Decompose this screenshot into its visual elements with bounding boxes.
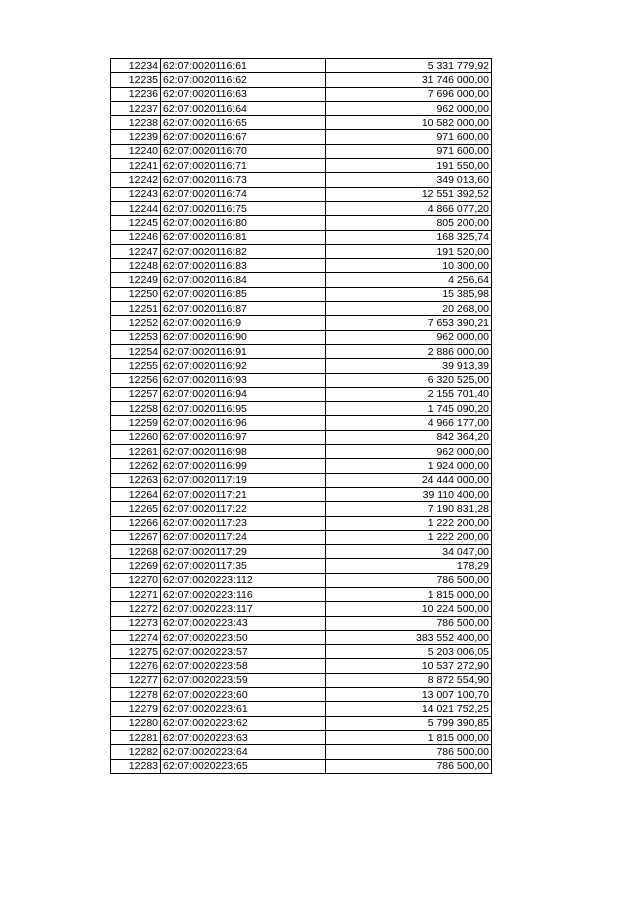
row-number-cell: 12272	[111, 602, 161, 616]
cadastral-value-cell: 4 966 177,00	[326, 416, 492, 430]
row-number-cell: 12240	[111, 144, 161, 158]
table-row	[111, 287, 492, 301]
row-number-cell: 12280	[111, 716, 161, 730]
table-row	[111, 559, 492, 573]
cadastral-value-cell: 805 200,00	[326, 216, 492, 230]
cadastral-value-cell: 1 222 200,00	[326, 530, 492, 544]
cadastral-number-cell: 62:07:0020223:117	[161, 602, 326, 616]
cadastral-value-cell: 8 872 554,90	[326, 673, 492, 687]
row-number-cell: 12253	[111, 330, 161, 344]
row-number-cell: 12256	[111, 373, 161, 387]
row-number-cell: 12249	[111, 273, 161, 287]
table-row	[111, 344, 492, 358]
table-row	[111, 187, 492, 201]
table-row	[111, 759, 492, 773]
cadastral-value-cell: 12 551 392,52	[326, 187, 492, 201]
cadastral-value-cell: 5 799 390,85	[326, 716, 492, 730]
row-number-cell: 12265	[111, 502, 161, 516]
row-number-cell: 12277	[111, 673, 161, 687]
table-row	[111, 616, 492, 630]
row-number-cell: 12266	[111, 516, 161, 530]
row-number-cell: 12234	[111, 59, 161, 73]
cadastral-value-cell: 24 444 000,00	[326, 473, 492, 487]
table-row	[111, 502, 492, 516]
cadastral-number-cell: 62:07:0020116:94	[161, 387, 326, 401]
row-number-cell: 12248	[111, 259, 161, 273]
table-row	[111, 144, 492, 158]
table-row	[111, 130, 492, 144]
cadastral-value-cell: 383 552 400,00	[326, 630, 492, 644]
table-row	[111, 402, 492, 416]
cadastral-value-cell: 1 815 000,00	[326, 587, 492, 601]
table-row	[111, 116, 492, 130]
row-number-cell: 12241	[111, 159, 161, 173]
cadastral-value-cell: 5 331 779,92	[326, 59, 492, 73]
table-row	[111, 359, 492, 373]
row-number-cell: 12274	[111, 630, 161, 644]
table-row	[111, 630, 492, 644]
cadastral-number-cell: 62:07:0020116:83	[161, 259, 326, 273]
table-row	[111, 430, 492, 444]
cadastral-number-cell: 62:07:0020116:75	[161, 201, 326, 215]
row-number-cell: 12268	[111, 545, 161, 559]
cadastral-value-cell: 34 047,00	[326, 545, 492, 559]
table-row	[111, 445, 492, 459]
cadastral-number-cell: 62:07:0020116:61	[161, 59, 326, 73]
table-row	[111, 387, 492, 401]
table-row	[111, 530, 492, 544]
row-number-cell: 12282	[111, 745, 161, 759]
cadastral-number-cell: 62:07:0020116:85	[161, 287, 326, 301]
cadastral-number-cell: 62:07:0020116:99	[161, 459, 326, 473]
cadastral-number-cell: 62:07:0020223:50	[161, 630, 326, 644]
cadastral-value-cell: 15 385,98	[326, 287, 492, 301]
table-row	[111, 73, 492, 87]
row-number-cell: 12278	[111, 688, 161, 702]
cadastral-number-cell: 62:07:0020223:61	[161, 702, 326, 716]
cadastral-number-cell: 62:07:0020116:95	[161, 402, 326, 416]
cadastral-number-cell: 62:07:0020117:19	[161, 473, 326, 487]
row-number-cell: 12258	[111, 402, 161, 416]
cadastral-value-cell: 191 520,00	[326, 244, 492, 258]
row-number-cell: 12257	[111, 387, 161, 401]
cadastral-value-cell: 31 746 000,00	[326, 73, 492, 87]
table-row	[111, 159, 492, 173]
cadastral-number-cell: 62:07:0020117:22	[161, 502, 326, 516]
cadastral-value-cell: 7 653 390,21	[326, 316, 492, 330]
table-row	[111, 745, 492, 759]
row-number-cell: 12235	[111, 73, 161, 87]
cadastral-number-cell: 62:07:0020223:58	[161, 659, 326, 673]
cadastral-number-cell: 62:07:0020223:60	[161, 688, 326, 702]
table-row	[111, 216, 492, 230]
table-row	[111, 716, 492, 730]
cadastral-value-cell: 39 110 400,00	[326, 487, 492, 501]
cadastral-number-cell: 62:07:0020116:71	[161, 159, 326, 173]
cadastral-value-cell: 349 013,60	[326, 173, 492, 187]
cadastral-value-cell: 786 500,00	[326, 745, 492, 759]
cadastral-number-cell: 62:07:0020116:70	[161, 144, 326, 158]
cadastral-number-cell: 62:07:0020223:59	[161, 673, 326, 687]
cadastral-value-cell: 10 224 500,00	[326, 602, 492, 616]
row-number-cell: 12260	[111, 430, 161, 444]
cadastral-value-cell: 786 500,00	[326, 616, 492, 630]
row-number-cell: 12281	[111, 730, 161, 744]
cadastral-number-cell: 62:07:0020116:64	[161, 101, 326, 115]
cadastral-value-cell: 1 924 000,00	[326, 459, 492, 473]
cadastral-number-cell: 62:07:0020116:96	[161, 416, 326, 430]
table-row	[111, 244, 492, 258]
table-row	[111, 316, 492, 330]
cadastral-value-cell: 20 268,00	[326, 302, 492, 316]
cadastral-value-cell: 7 696 000,00	[326, 87, 492, 101]
cadastral-value-cell: 4 866 077,20	[326, 201, 492, 215]
cadastral-number-cell: 62:07:0020223:57	[161, 645, 326, 659]
cadastral-value-table	[110, 58, 492, 774]
cadastral-number-cell: 62:07:0020116:74	[161, 187, 326, 201]
cadastral-number-cell: 62:07:0020116:84	[161, 273, 326, 287]
row-number-cell: 12279	[111, 702, 161, 716]
cadastral-number-cell: 62:07:0020116:9	[161, 316, 326, 330]
row-number-cell: 12236	[111, 87, 161, 101]
row-number-cell: 12263	[111, 473, 161, 487]
cadastral-number-cell: 62:07:0020116:62	[161, 73, 326, 87]
row-number-cell: 12275	[111, 645, 161, 659]
cadastral-value-cell: 6 320 525,00	[326, 373, 492, 387]
cadastral-value-cell: 962 000,00	[326, 330, 492, 344]
cadastral-value-cell: 4 256,64	[326, 273, 492, 287]
cadastral-value-cell: 191 550,00	[326, 159, 492, 173]
cadastral-number-cell: 62:07:0020116:67	[161, 130, 326, 144]
cadastral-value-cell: 2 155 701,40	[326, 387, 492, 401]
row-number-cell: 12250	[111, 287, 161, 301]
table-row	[111, 87, 492, 101]
row-number-cell: 12273	[111, 616, 161, 630]
row-number-cell: 12243	[111, 187, 161, 201]
cadastral-number-cell: 62:07:0020223:112	[161, 573, 326, 587]
table-row	[111, 587, 492, 601]
table-row	[111, 573, 492, 587]
cadastral-value-cell: 13 007 100,70	[326, 688, 492, 702]
cadastral-number-cell: 62:07:0020223:62	[161, 716, 326, 730]
cadastral-value-cell: 7 190 831,28	[326, 502, 492, 516]
cadastral-value-cell: 39 913,39	[326, 359, 492, 373]
cadastral-number-cell: 62:07:0020116:92	[161, 359, 326, 373]
cadastral-value-cell: 971 600,00	[326, 130, 492, 144]
cadastral-number-cell: 62:07:0020116:87	[161, 302, 326, 316]
cadastral-value-cell: 786 500,00	[326, 573, 492, 587]
table-row	[111, 273, 492, 287]
row-number-cell: 12237	[111, 101, 161, 115]
cadastral-value-cell: 962 000,00	[326, 445, 492, 459]
row-number-cell: 12276	[111, 659, 161, 673]
cadastral-number-cell: 62:07:0020116:80	[161, 216, 326, 230]
table-row	[111, 459, 492, 473]
table-row	[111, 473, 492, 487]
cadastral-number-cell: 62:07:0020223:43	[161, 616, 326, 630]
table-row	[111, 101, 492, 115]
table-row	[111, 230, 492, 244]
table-row	[111, 487, 492, 501]
cadastral-number-cell: 62:07:0020116:73	[161, 173, 326, 187]
table-body	[111, 59, 492, 774]
row-number-cell: 12259	[111, 416, 161, 430]
cadastral-value-cell: 1 815 000,00	[326, 730, 492, 744]
cadastral-number-cell: 62:07:0020116:65	[161, 116, 326, 130]
cadastral-value-cell: 1 222 200,00	[326, 516, 492, 530]
cadastral-value-cell: 5 203 006,05	[326, 645, 492, 659]
row-number-cell: 12261	[111, 445, 161, 459]
table-row	[111, 302, 492, 316]
cadastral-number-cell: 62:07:0020117:29	[161, 545, 326, 559]
table-row	[111, 330, 492, 344]
cadastral-value-cell: 10 582 000,00	[326, 116, 492, 130]
table-row	[111, 645, 492, 659]
table-row	[111, 545, 492, 559]
row-number-cell: 12283	[111, 759, 161, 773]
cadastral-number-cell: 62:07:0020117:21	[161, 487, 326, 501]
row-number-cell: 12255	[111, 359, 161, 373]
cadastral-number-cell: 62:07:0020116:90	[161, 330, 326, 344]
cadastral-value-cell: 14 021 752,25	[326, 702, 492, 716]
table-row	[111, 416, 492, 430]
table-row	[111, 516, 492, 530]
row-number-cell: 12245	[111, 216, 161, 230]
row-number-cell: 12271	[111, 587, 161, 601]
table-row	[111, 673, 492, 687]
cadastral-number-cell: 62:07:0020223:63	[161, 730, 326, 744]
row-number-cell: 12242	[111, 173, 161, 187]
cadastral-number-cell: 62:07:0020116:97	[161, 430, 326, 444]
row-number-cell: 12262	[111, 459, 161, 473]
cadastral-value-cell: 971 600,00	[326, 144, 492, 158]
table-row	[111, 59, 492, 73]
cadastral-number-cell: 62:07:0020116:81	[161, 230, 326, 244]
table-row	[111, 602, 492, 616]
row-number-cell: 12254	[111, 344, 161, 358]
row-number-cell: 12252	[111, 316, 161, 330]
cadastral-number-cell: 62:07:0020223:65	[161, 759, 326, 773]
cadastral-number-cell: 62:07:0020117:23	[161, 516, 326, 530]
cadastral-value-cell: 786 500,00	[326, 759, 492, 773]
cadastral-value-cell: 842 364,20	[326, 430, 492, 444]
row-number-cell: 12239	[111, 130, 161, 144]
row-number-cell: 12238	[111, 116, 161, 130]
cadastral-number-cell: 62:07:0020117:35	[161, 559, 326, 573]
table-row	[111, 702, 492, 716]
row-number-cell: 12244	[111, 201, 161, 215]
table-row	[111, 373, 492, 387]
row-number-cell: 12270	[111, 573, 161, 587]
table-row	[111, 688, 492, 702]
row-number-cell: 12264	[111, 487, 161, 501]
table-row	[111, 201, 492, 215]
cadastral-value-cell: 178,29	[326, 559, 492, 573]
cadastral-number-cell: 62:07:0020116:93	[161, 373, 326, 387]
row-number-cell: 12251	[111, 302, 161, 316]
cadastral-number-cell: 62:07:0020116:63	[161, 87, 326, 101]
cadastral-number-cell: 62:07:0020116:98	[161, 445, 326, 459]
cadastral-number-cell: 62:07:0020223:116	[161, 587, 326, 601]
cadastral-value-cell: 962 000,00	[326, 101, 492, 115]
row-number-cell: 12246	[111, 230, 161, 244]
cadastral-value-cell: 168 325,74	[326, 230, 492, 244]
table-row	[111, 659, 492, 673]
cadastral-value-cell: 10 537 272,90	[326, 659, 492, 673]
cadastral-number-cell: 62:07:0020116:82	[161, 244, 326, 258]
row-number-cell: 12247	[111, 244, 161, 258]
cadastral-value-cell: 10 300,00	[326, 259, 492, 273]
table-row	[111, 173, 492, 187]
cadastral-value-cell: 2 886 000,00	[326, 344, 492, 358]
table-row	[111, 259, 492, 273]
row-number-cell: 12267	[111, 530, 161, 544]
cadastral-number-cell: 62:07:0020223:64	[161, 745, 326, 759]
table-row	[111, 730, 492, 744]
cadastral-number-cell: 62:07:0020116:91	[161, 344, 326, 358]
cadastral-value-cell: 1 745 090,20	[326, 402, 492, 416]
cadastral-number-cell: 62:07:0020117:24	[161, 530, 326, 544]
row-number-cell: 12269	[111, 559, 161, 573]
